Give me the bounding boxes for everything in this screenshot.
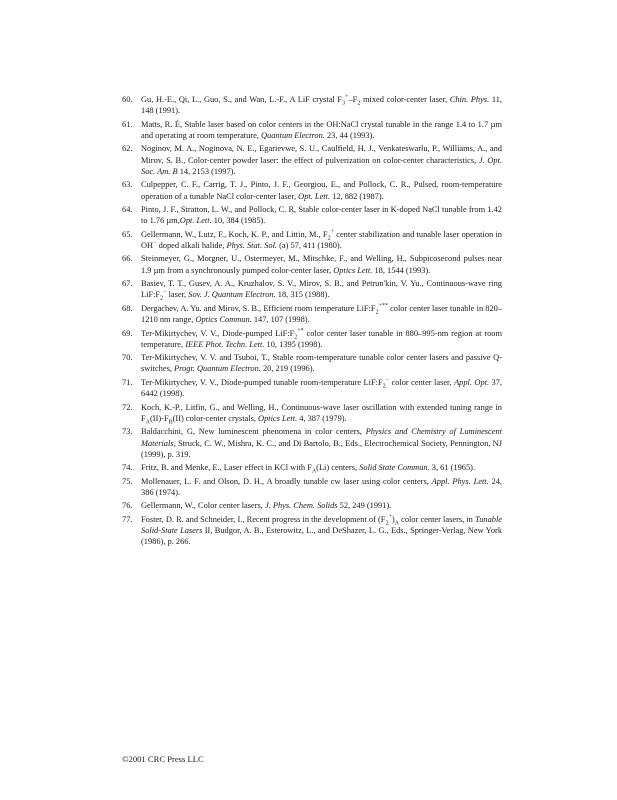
reference-item <box>122 402 502 424</box>
reference-text: Pinto, J. F., Stratton, L. W., and Pollock, C. R, Stable color-center laser in K-doped NaCl tunable from 1.42 to 1.76 µm,Opt. Lett. 10, 384 (1985). <box>141 205 502 226</box>
reference-text: Gellermann, W., Color center lasers, J. Phys. Chem. Solids 52, 249 (1991). <box>141 501 392 511</box>
reference-item <box>122 514 502 548</box>
reference-item <box>122 278 502 300</box>
reference-text: Gellermann, W., Lutz, F., Koch, K. P., and Littin, M., $F_2^+$ center stabilization and tunable laser operation in OH− doped alkali halide, Phys. Stat. Sol. (a) 57, 411 (1980). <box>141 228 502 250</box>
reference-number: 75. <box>122 476 133 486</box>
reference-text: Koch, K.-P., Litfin, G., and Welling, H., Continuous-wave laser oscillation with extended tuning range in $F_A(II)-F_B(II)$ color-center crystals, Optics Lett. 4, 387 (1979). <box>141 402 502 426</box>
reference-item <box>122 253 502 275</box>
reference-number: 70. <box>122 353 133 363</box>
reference-text: Noginov, M. A., Noginova, N. E., Egarievwe, S. U., Caulfield, H. J., Venkateswarlu, P., Williams, A., and Mirov, S. B., Color-center powder laser: the effect of pulverization on color-center characteristics, J. Opt. Soc. Am. B 14, 2153 (1997). <box>141 144 502 176</box>
reference-number: 66. <box>122 254 133 264</box>
reference-number: 63. <box>122 180 133 190</box>
reference-number: 72. <box>122 402 133 412</box>
reference-text: Steinmeyer, G., Morgner, U., Ostermeyer, M., Mitschke, F., and Welling, H., Subpicosecond pulses near 1.9 µm from a synchronously pumped color-center laser, Optics Lett. 18, 1544 (1993). <box>141 254 502 275</box>
reference-item <box>122 426 502 460</box>
reference-text: Foster, D. R. and Schneider, I., Recent progress in the development of $(F_2^+)_A$ color center lasers, in Tunable Solid-State Lasers II, Budgor, A. B., Esterowitz, L., and DeShazer, L. G., Eds., Springer-Verlag, New York (1986), p. 266. <box>141 514 503 547</box>
reference-item <box>122 377 502 399</box>
reference-item <box>122 500 502 511</box>
reference-item <box>122 462 502 473</box>
reference-item <box>122 119 502 141</box>
reference-number: 64. <box>122 205 133 215</box>
reference-text: Basiev, T. T., Gusev, A. A., Kruzhalov, S. V., Mirov, S. B., and Petrun'kin, V. Yu., Continuous-wave ring $LiF:F_2^-$ laser, Sov. J. Quantum Electron. 18, 315 (1988). <box>141 279 502 302</box>
reference-number: 74. <box>122 463 133 473</box>
reference-item <box>122 352 502 374</box>
reference-text: Ter-Mikirtychev, V. V. and Tsuboi, T., Stable room-temperature tunable color center lasers and passive Q-switches, Progr. Quantum Electron. 20, 219 (1996). <box>141 353 502 374</box>
reference-number: 71. <box>122 377 133 387</box>
reference-text: Fritz, B. and Menke, E., Laser effect in KCl with $F_A(Li)$ centers, Solid State Commun. 3, 61 (1965). <box>141 463 476 475</box>
reference-text: Baldacchini, G, New luminescent phenomena in color centers, Physics and Chemistry of Luminescent Materials, Struck, C. W., Mishra, K. C., and Di Bartolo, B., Eds., Electrochemical Society, Pennington, NJ (1999), p. 319. <box>141 427 503 459</box>
reference-item <box>122 303 502 325</box>
reference-item <box>122 143 502 177</box>
reference-item <box>122 229 502 251</box>
reference-item <box>122 179 502 201</box>
reference-number: 68. <box>122 303 133 313</box>
reference-number: 69. <box>122 328 133 338</box>
reference-list <box>122 94 502 550</box>
copyright-footer: ©2001 CRC Press LLC <box>122 754 204 764</box>
reference-item <box>122 328 502 350</box>
reference-number: 61. <box>122 119 133 129</box>
reference-text: Mollenauer, L. F. and Olson, D. H., A broadly tunable cw laser using color centers, Appl. Phys. Lett. 24, 386 (1974). <box>141 476 502 497</box>
reference-text: Ter-Mikirtychev, V. V., Diode-pumped $LiF:F_2^{+*}$ color center laser tunable in 880–995-nm region at room temperature, IEEE Phot. Techn. Lett. 10, 1395 (1998). <box>141 327 503 349</box>
reference-number: 60. <box>122 95 133 104</box>
reference-number: 73. <box>122 427 133 437</box>
reference-text: Dergachev, A. Yu. and Mirov, S. B., Efficient room temperature $LiF:F_2^{+**}$ color center laser tunable in 820–1210 nm range, Optics Commun. 147, 107 (1998). <box>141 303 503 325</box>
reference-number: 77. <box>122 514 133 524</box>
reference-item <box>122 94 502 116</box>
reference-text: Matts, R. É, Stable laser based on color centers in the OH:NaCl crystal tunable in the range 1.4 to 1.7 µm and operating at room temperature, Quantum Electron. 23, 44 (1993). <box>141 119 502 140</box>
reference-number: 62. <box>122 144 133 154</box>
reference-text: Culpepper, C. F., Carrig, T. J., Pinto, J. F., Georgiou, E., and Pollock, C. R., Pulsed, room-temperature operation of a tunable NaCl color-center laser, Opt. Lett. 12, 882 (1987). <box>141 180 502 201</box>
reference-text: Ter-Mikirtychev, V. V., Diode-pumped tunable room-temperature $LiF:F_2^-$ color center laser, Appl. Opt. 37, 6442 (1998). <box>141 377 502 399</box>
reference-item <box>122 476 502 498</box>
reference-number: 76. <box>122 501 133 511</box>
reference-item <box>122 204 502 226</box>
reference-number: 67. <box>122 279 133 289</box>
reference-number: 65. <box>122 229 133 239</box>
reference-text: Gu, H.-E., Qi, L., Guo, S., and Wan, L.-F., A LiF crystal $F_3^+-F_2$ mixed color-center laser, Chin. Phys. 11, 148 (1991). <box>141 94 502 116</box>
